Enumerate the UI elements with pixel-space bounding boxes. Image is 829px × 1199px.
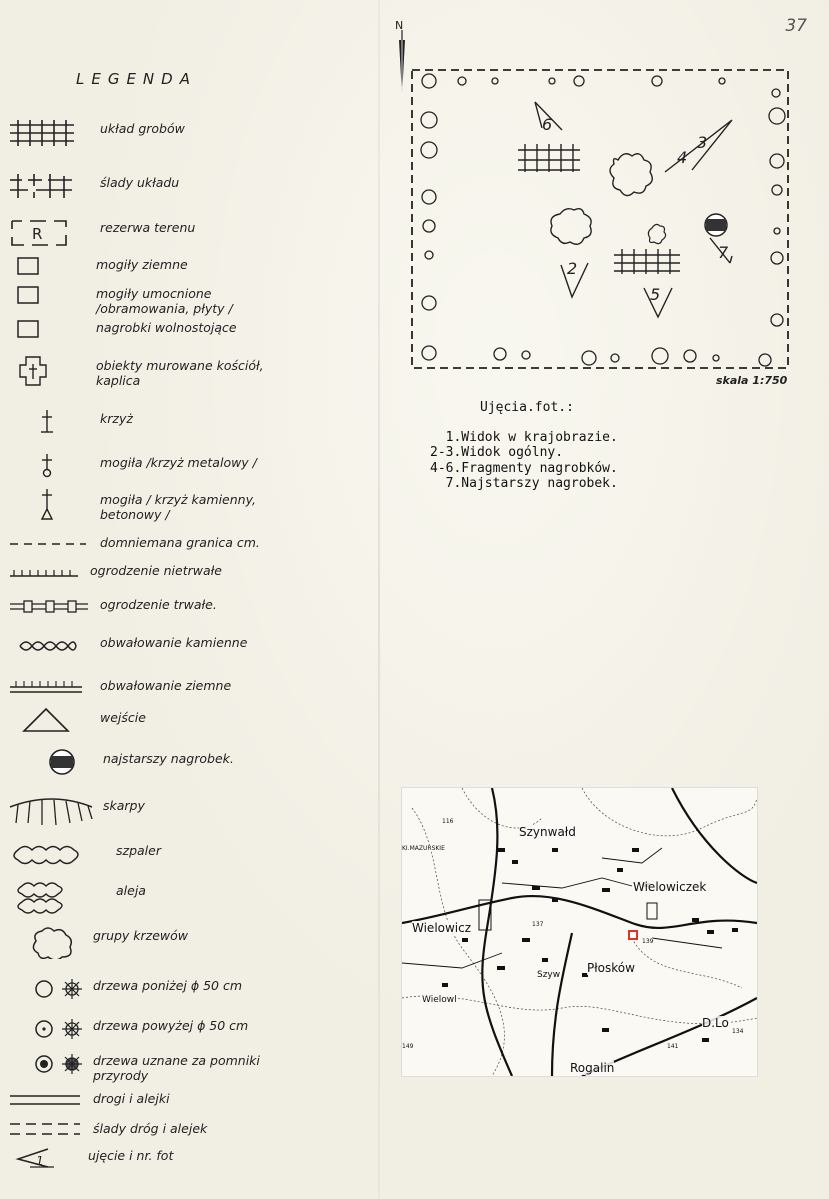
road-south	[552, 933, 572, 1076]
cemetery-site-plan	[400, 58, 800, 378]
photo-marker-2: 2	[567, 259, 578, 278]
legend-item-label: ślady układu	[100, 175, 180, 190]
photo-list-heading: Ujęcia.fot.:	[480, 400, 574, 415]
legend-item-label: domniemana granica cm.	[100, 535, 260, 550]
alley-icon	[0, 880, 98, 914]
map-label-rogalin: Rogalin	[570, 1061, 615, 1075]
legend-item	[8, 217, 368, 243]
photo-marker-6: 6	[542, 115, 553, 134]
trees-bottom	[494, 348, 771, 366]
legend-item	[8, 707, 368, 733]
grave-grid-2	[614, 249, 680, 274]
legend-item-label: skarpy	[103, 798, 145, 813]
page-number: 37	[785, 16, 807, 36]
legend-item	[8, 283, 368, 316]
map-label-szyw: Szyw	[537, 970, 561, 980]
page-fold	[378, 0, 380, 1199]
map-label-dlugow: D.Lo	[702, 1016, 729, 1030]
legend-item-label: obwałowanie kamienne	[100, 635, 248, 650]
north-label: N	[395, 19, 404, 32]
legend-item-label: ślady dróg i alejek	[93, 1121, 208, 1136]
legend-item	[8, 1088, 368, 1114]
legend-item	[8, 118, 368, 144]
trees-left	[421, 74, 437, 360]
legend-item	[8, 1050, 368, 1083]
legend-item	[8, 748, 368, 774]
legend-item	[8, 172, 368, 198]
legend-item-label: najstarszy nagrobek.	[103, 751, 234, 766]
legend-item	[8, 355, 368, 388]
legend-item	[8, 560, 368, 586]
photo-marker-7: 7	[718, 243, 729, 262]
shrub-group-3	[648, 224, 665, 243]
map-label-141: 141	[667, 1043, 679, 1050]
road-west	[482, 788, 512, 1076]
map-label-szynwald: Szynwałd	[519, 825, 576, 839]
photo-marker-4: 4	[677, 148, 688, 167]
legend-item-label: mogiła /krzyż metalowy /	[100, 455, 257, 470]
photo-list	[430, 400, 618, 492]
legend-item	[8, 925, 368, 951]
legend-item-label: szpaler	[116, 843, 161, 858]
map-label-139: 139	[642, 938, 654, 945]
grave-grid-1	[518, 144, 580, 172]
legend-item-label: mogiły ziemne	[96, 257, 188, 272]
legend-item-label: mogiła / krzyż kamienny, betonowy /	[100, 492, 256, 522]
photo-marker-3: 3	[697, 133, 708, 152]
legend-item	[8, 489, 368, 522]
legend-item	[8, 452, 368, 478]
legend-item	[8, 317, 368, 343]
hedge-icon	[0, 840, 98, 874]
trees-right	[769, 108, 785, 326]
legend-title: LEGENDA	[76, 70, 197, 88]
shrub-group-2	[551, 209, 591, 245]
location-map	[401, 787, 758, 1077]
photo-list-item: 7.Najstarszy nagrobek.	[430, 476, 618, 491]
legend-item	[8, 675, 368, 701]
photo-shot-icon	[0, 1145, 92, 1179]
legend-item	[8, 594, 368, 620]
legend-item-label: krzyż	[100, 411, 133, 426]
legend-item-label: układ grobów	[100, 121, 185, 136]
legend-item-label: drogi i alejki	[93, 1091, 170, 1106]
map-label-mazurskie: KI.MAZURSKIE	[402, 845, 445, 852]
photo-shot-number: 1	[36, 1154, 44, 1168]
legend-item-label: obiekty murowane kościół, kaplica	[96, 358, 264, 388]
map-label-ploskow: Płosków	[587, 961, 635, 975]
map-label-137: 137	[532, 921, 544, 928]
legend-item-label: wejście	[100, 710, 146, 725]
legend-item	[8, 254, 368, 280]
legend-item-label: drzewa powyżej ϕ 50 cm	[93, 1018, 249, 1033]
legend-item-label: aleja	[116, 883, 146, 898]
oldest-tomb-icon	[8, 748, 118, 782]
legend-item	[8, 1118, 368, 1144]
legend-item-label: nagrobki wolnostojące	[96, 320, 237, 335]
legend-item	[8, 795, 368, 821]
cemetery-location-marker	[629, 931, 637, 939]
photo-marker-5: 5	[650, 285, 661, 304]
legend-item	[8, 1145, 368, 1171]
map-label-wielowiczek: Wielowiczek	[633, 880, 707, 894]
legend-item	[8, 408, 368, 434]
photo-list-item: 4-6.Fragmenty nagrobków.	[430, 460, 618, 476]
road-icon	[0, 1088, 90, 1122]
legend-item	[8, 1015, 368, 1041]
shrub-group-1	[610, 154, 652, 196]
map-label-116: 116	[442, 818, 454, 825]
legend-item-label: mogiły umocnione /obramowania, płyty /	[96, 286, 233, 316]
map-label-wielowicz: Wielowicz	[412, 921, 472, 935]
legend-item-label: drzewa uznane za pomniki przyrody	[93, 1053, 260, 1083]
legend-item	[8, 880, 368, 906]
oldest-tombstone	[705, 214, 727, 236]
legend-item	[8, 840, 368, 866]
tree-small-icon	[0, 975, 106, 1009]
trees-top	[458, 76, 780, 97]
tree-large-icon	[0, 1015, 106, 1049]
slope-icon	[8, 795, 118, 829]
map-label-149: 149	[402, 1043, 414, 1050]
legend-item-label: ogrodzenie nietrwałe	[90, 563, 222, 578]
legend-item-label: ogrodzenie trwałe.	[100, 597, 217, 612]
photo-list-item: 1.Widok w krajobrazie.	[430, 429, 618, 445]
photo-list-item: 2-3.Widok ogólny.	[430, 445, 564, 460]
legend-item-label: drzewa poniżej ϕ 50 cm	[93, 978, 243, 993]
tree-monument-icon	[0, 1050, 106, 1084]
legend-item	[8, 975, 368, 1001]
map-label-134: 134	[732, 1028, 744, 1035]
legend-item-label: ujęcie i nr. fot	[88, 1148, 174, 1163]
legend-item-label: rezerwa terenu	[100, 220, 196, 235]
scale-label: skala 1:750	[716, 374, 788, 387]
svg-text:R: R	[32, 225, 43, 243]
legend-item	[8, 632, 368, 658]
legend-item-label: obwałowanie ziemne	[100, 678, 232, 693]
legend-item-label: grupy krzewów	[93, 928, 189, 943]
tree-symbol	[62, 979, 82, 999]
cemetery-boundary	[412, 70, 788, 368]
map-label-wielowl: Wielowl	[422, 995, 457, 1005]
legend-item	[8, 532, 368, 558]
